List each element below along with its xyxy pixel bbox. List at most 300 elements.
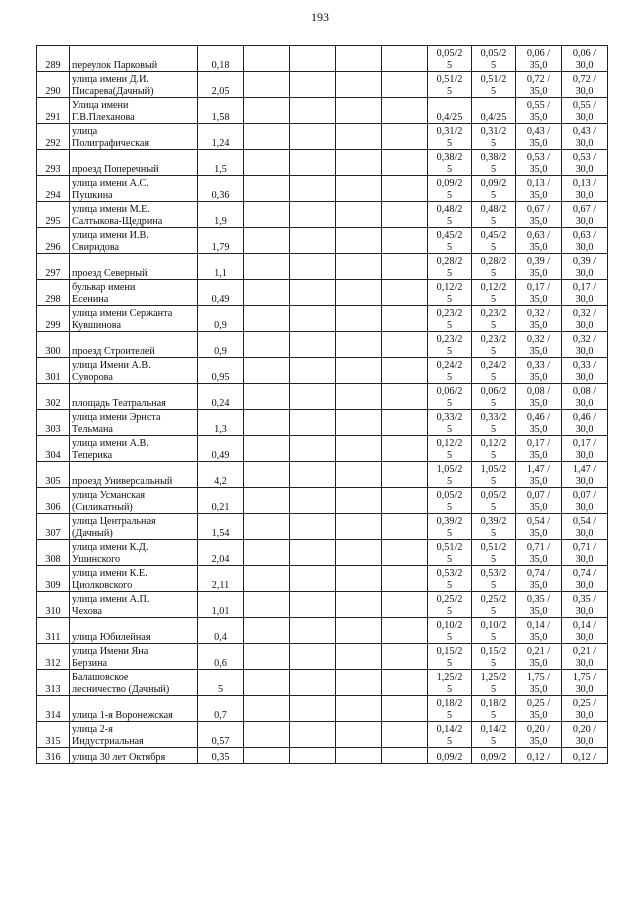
- row-number: 296: [37, 228, 70, 254]
- blank-cell: [336, 722, 382, 748]
- value-cell: 0,39 / 35,0: [516, 254, 562, 280]
- value-cell: 0,25/2 5: [472, 592, 516, 618]
- street-name: улица Центральная (Дачный): [70, 514, 198, 540]
- value-cell: 0,35 / 35,0: [516, 592, 562, 618]
- blank-cell: [382, 436, 428, 462]
- blank-cell: [336, 254, 382, 280]
- blank-cell: [244, 46, 290, 72]
- value-cell: 1,75 / 35,0: [516, 670, 562, 696]
- value-cell: 0,12 /: [562, 748, 608, 764]
- blank-cell: [336, 410, 382, 436]
- table-row: [37, 150, 608, 176]
- blank-cell: [382, 46, 428, 72]
- value-cell: 0,06 / 30,0: [562, 46, 608, 72]
- value-cell: 0,17 / 30,0: [562, 436, 608, 462]
- blank-cell: [336, 306, 382, 332]
- blank-cell: [336, 228, 382, 254]
- blank-cell: [290, 358, 336, 384]
- street-length: 0,95: [198, 358, 244, 384]
- street-length: 0,6: [198, 644, 244, 670]
- value-cell: 0,39/2 5: [472, 514, 516, 540]
- street-name: улица Имени Яна Берзина: [70, 644, 198, 670]
- blank-cell: [244, 748, 290, 764]
- table-row: [37, 124, 608, 150]
- value-cell: 1,47 / 35,0: [516, 462, 562, 488]
- street-name: Балашовское лесничество (Дачный): [70, 670, 198, 696]
- street-length: 0,35: [198, 748, 244, 764]
- street-name: улица имени К.Д. Ушинского: [70, 540, 198, 566]
- blank-cell: [336, 384, 382, 410]
- street-name: улица 30 лет Октября: [70, 748, 198, 764]
- street-name: улица имени И.В. Свиридова: [70, 228, 198, 254]
- row-number: 290: [37, 72, 70, 98]
- value-cell: 0,12/2 5: [472, 280, 516, 306]
- table-row: [37, 592, 608, 618]
- blank-cell: [290, 436, 336, 462]
- blank-cell: [290, 670, 336, 696]
- blank-cell: [244, 696, 290, 722]
- street-length: 0,57: [198, 722, 244, 748]
- value-cell: 0,35 / 30,0: [562, 592, 608, 618]
- row-number: 289: [37, 46, 70, 72]
- value-cell: 0,45/2 5: [428, 228, 472, 254]
- value-cell: 0,14/2 5: [472, 722, 516, 748]
- value-cell: 0,14 / 30,0: [562, 618, 608, 644]
- blank-cell: [290, 722, 336, 748]
- blank-cell: [290, 332, 336, 358]
- blank-cell: [336, 98, 382, 124]
- blank-cell: [382, 306, 428, 332]
- table-row: [37, 436, 608, 462]
- street-length: 1,79: [198, 228, 244, 254]
- blank-cell: [382, 358, 428, 384]
- street-name: улица имени А.П. Чехова: [70, 592, 198, 618]
- value-cell: 0,09/2: [428, 748, 472, 764]
- blank-cell: [244, 644, 290, 670]
- table-row: [37, 176, 608, 202]
- value-cell: 0,05/2 5: [472, 46, 516, 72]
- value-cell: 0,63 / 30,0: [562, 228, 608, 254]
- blank-cell: [336, 670, 382, 696]
- street-table: [36, 45, 608, 764]
- blank-cell: [244, 176, 290, 202]
- value-cell: 0,17 / 35,0: [516, 280, 562, 306]
- blank-cell: [382, 670, 428, 696]
- blank-cell: [382, 176, 428, 202]
- row-number: 306: [37, 488, 70, 514]
- blank-cell: [336, 462, 382, 488]
- value-cell: 0,07 / 30,0: [562, 488, 608, 514]
- blank-cell: [244, 124, 290, 150]
- value-cell: 0,54 / 30,0: [562, 514, 608, 540]
- value-cell: 0,32 / 30,0: [562, 306, 608, 332]
- value-cell: 0,51/2 5: [428, 540, 472, 566]
- blank-cell: [336, 280, 382, 306]
- value-cell: 0,39/2 5: [428, 514, 472, 540]
- value-cell: 0,31/2 5: [472, 124, 516, 150]
- value-cell: 0,13 / 30,0: [562, 176, 608, 202]
- value-cell: 0,08 / 30,0: [562, 384, 608, 410]
- street-name: бульвар имени Есенина: [70, 280, 198, 306]
- blank-cell: [290, 280, 336, 306]
- blank-cell: [244, 384, 290, 410]
- blank-cell: [382, 124, 428, 150]
- value-cell: 0,05/2 5: [428, 488, 472, 514]
- value-cell: 0,14 / 35,0: [516, 618, 562, 644]
- blank-cell: [290, 566, 336, 592]
- blank-cell: [290, 748, 336, 764]
- value-cell: 1,47 / 30,0: [562, 462, 608, 488]
- blank-cell: [244, 618, 290, 644]
- table-row: [37, 72, 608, 98]
- street-length: 0,9: [198, 306, 244, 332]
- value-cell: 0,71 / 30,0: [562, 540, 608, 566]
- row-number: 292: [37, 124, 70, 150]
- blank-cell: [290, 644, 336, 670]
- value-cell: 0,23/2 5: [472, 306, 516, 332]
- street-length: 0,49: [198, 280, 244, 306]
- street-name: улица имени Сержанта Кувшинова: [70, 306, 198, 332]
- table-row: [37, 722, 608, 748]
- blank-cell: [290, 46, 336, 72]
- street-name: переулок Парковый: [70, 46, 198, 72]
- value-cell: 0,17 / 35,0: [516, 436, 562, 462]
- blank-cell: [290, 72, 336, 98]
- street-length: 0,49: [198, 436, 244, 462]
- table-row: [37, 280, 608, 306]
- value-cell: 1,25/2 5: [428, 670, 472, 696]
- table-row: [37, 254, 608, 280]
- street-name: улица имени М.Е. Салтыкова-Щедрина: [70, 202, 198, 228]
- blank-cell: [290, 98, 336, 124]
- row-number: 310: [37, 592, 70, 618]
- blank-cell: [336, 358, 382, 384]
- value-cell: 0,15/2 5: [472, 644, 516, 670]
- street-name: улица имени А.С. Пушкина: [70, 176, 198, 202]
- blank-cell: [336, 566, 382, 592]
- table-row: [37, 644, 608, 670]
- street-length: 1,3: [198, 410, 244, 436]
- value-cell: 0,53 / 30,0: [562, 150, 608, 176]
- street-name: проезд Универсальный: [70, 462, 198, 488]
- value-cell: 0,4/25: [472, 98, 516, 124]
- value-cell: 0,51/2 5: [472, 540, 516, 566]
- value-cell: 0,23/2 5: [428, 332, 472, 358]
- street-length: 1,24: [198, 124, 244, 150]
- row-number: 312: [37, 644, 70, 670]
- value-cell: 0,07 / 35,0: [516, 488, 562, 514]
- value-cell: 0,51/2 5: [472, 72, 516, 98]
- value-cell: 0,28/2 5: [472, 254, 516, 280]
- blank-cell: [244, 306, 290, 332]
- value-cell: 0,25 / 35,0: [516, 696, 562, 722]
- blank-cell: [244, 150, 290, 176]
- row-number: 305: [37, 462, 70, 488]
- value-cell: 0,39 / 30,0: [562, 254, 608, 280]
- street-length: 0,9: [198, 332, 244, 358]
- row-number: 314: [37, 696, 70, 722]
- blank-cell: [244, 592, 290, 618]
- blank-cell: [336, 696, 382, 722]
- table-row: [37, 46, 608, 72]
- value-cell: 0,06/2 5: [472, 384, 516, 410]
- table-row: [37, 228, 608, 254]
- value-cell: 0,25 / 30,0: [562, 696, 608, 722]
- row-number: 311: [37, 618, 70, 644]
- value-cell: 0,33/2 5: [472, 410, 516, 436]
- table-row: [37, 670, 608, 696]
- street-name: площадь Театральная: [70, 384, 198, 410]
- value-cell: 0,46 / 30,0: [562, 410, 608, 436]
- value-cell: 0,18/2 5: [472, 696, 516, 722]
- value-cell: 0,63 / 35,0: [516, 228, 562, 254]
- value-cell: 0,12/2 5: [472, 436, 516, 462]
- table-row: [37, 98, 608, 124]
- blank-cell: [382, 384, 428, 410]
- page-number: 193: [311, 10, 329, 24]
- value-cell: 0,24/2 5: [428, 358, 472, 384]
- blank-cell: [382, 592, 428, 618]
- blank-cell: [336, 748, 382, 764]
- blank-cell: [290, 696, 336, 722]
- row-number: 291: [37, 98, 70, 124]
- table-row: [37, 748, 608, 764]
- table-row: [37, 696, 608, 722]
- row-number: 309: [37, 566, 70, 592]
- value-cell: 0,08 / 35,0: [516, 384, 562, 410]
- table-row: [37, 332, 608, 358]
- value-cell: 0,67 / 35,0: [516, 202, 562, 228]
- row-number: 299: [37, 306, 70, 332]
- table-row: [37, 540, 608, 566]
- value-cell: 0,05/2 5: [428, 46, 472, 72]
- table-row: [37, 566, 608, 592]
- value-cell: 0,18/2 5: [428, 696, 472, 722]
- value-cell: 0,28/2 5: [428, 254, 472, 280]
- value-cell: 1,25/2 5: [472, 670, 516, 696]
- value-cell: 0,06 / 35,0: [516, 46, 562, 72]
- street-length: 5: [198, 670, 244, 696]
- value-cell: 0,55 / 35,0: [516, 98, 562, 124]
- street-name: улица Усманская (Силикатный): [70, 488, 198, 514]
- value-cell: 1,05/2 5: [472, 462, 516, 488]
- table-row: [37, 202, 608, 228]
- value-cell: 0,54 / 35,0: [516, 514, 562, 540]
- street-name: улица Юбилейная: [70, 618, 198, 644]
- blank-cell: [290, 150, 336, 176]
- blank-cell: [290, 514, 336, 540]
- blank-cell: [244, 332, 290, 358]
- value-cell: 0,13 / 35,0: [516, 176, 562, 202]
- value-cell: 0,32 / 35,0: [516, 332, 562, 358]
- blank-cell: [382, 462, 428, 488]
- street-name: улица имени А.В. Теперика: [70, 436, 198, 462]
- blank-cell: [290, 410, 336, 436]
- row-number: 303: [37, 410, 70, 436]
- value-cell: 0,32 / 30,0: [562, 332, 608, 358]
- blank-cell: [244, 566, 290, 592]
- street-name: улица имени Эрнста Тельмана: [70, 410, 198, 436]
- value-cell: 0,10/2 5: [428, 618, 472, 644]
- blank-cell: [244, 98, 290, 124]
- value-cell: 1,75 / 30,0: [562, 670, 608, 696]
- street-length: 2,05: [198, 72, 244, 98]
- blank-cell: [244, 280, 290, 306]
- value-cell: 0,12/2 5: [428, 280, 472, 306]
- value-cell: 0,43 / 30,0: [562, 124, 608, 150]
- value-cell: 0,32 / 35,0: [516, 306, 562, 332]
- value-cell: 0,12 /: [516, 748, 562, 764]
- value-cell: 0,25/2 5: [428, 592, 472, 618]
- row-number: 300: [37, 332, 70, 358]
- table-row: [37, 462, 608, 488]
- blank-cell: [336, 618, 382, 644]
- blank-cell: [290, 540, 336, 566]
- blank-cell: [336, 46, 382, 72]
- blank-cell: [382, 644, 428, 670]
- blank-cell: [336, 540, 382, 566]
- blank-cell: [336, 124, 382, 150]
- street-length: 1,5: [198, 150, 244, 176]
- row-number: 307: [37, 514, 70, 540]
- value-cell: 0,43 / 35,0: [516, 124, 562, 150]
- row-number: 297: [37, 254, 70, 280]
- table-row: [37, 306, 608, 332]
- value-cell: 0,72 / 35,0: [516, 72, 562, 98]
- street-name: улица имени К.Е. Циолковского: [70, 566, 198, 592]
- blank-cell: [290, 202, 336, 228]
- value-cell: 0,31/2 5: [428, 124, 472, 150]
- blank-cell: [382, 488, 428, 514]
- value-cell: 0,33/2 5: [428, 410, 472, 436]
- value-cell: 0,24/2 5: [472, 358, 516, 384]
- street-length: 0,4: [198, 618, 244, 644]
- street-length: 1,9: [198, 202, 244, 228]
- blank-cell: [244, 254, 290, 280]
- value-cell: 0,21 / 30,0: [562, 644, 608, 670]
- blank-cell: [382, 514, 428, 540]
- value-cell: 0,4/25: [428, 98, 472, 124]
- value-cell: 0,74 / 35,0: [516, 566, 562, 592]
- value-cell: 0,46 / 35,0: [516, 410, 562, 436]
- blank-cell: [382, 696, 428, 722]
- blank-cell: [244, 514, 290, 540]
- blank-cell: [382, 72, 428, 98]
- blank-cell: [336, 644, 382, 670]
- street-length: 4,2: [198, 462, 244, 488]
- row-number: 315: [37, 722, 70, 748]
- row-number: 316: [37, 748, 70, 764]
- row-number: 298: [37, 280, 70, 306]
- blank-cell: [336, 488, 382, 514]
- blank-cell: [244, 670, 290, 696]
- street-length: 1,58: [198, 98, 244, 124]
- value-cell: 0,53 / 35,0: [516, 150, 562, 176]
- value-cell: 0,48/2 5: [472, 202, 516, 228]
- row-number: 302: [37, 384, 70, 410]
- street-length: 0,18: [198, 46, 244, 72]
- street-name: Улица имени Г.В.Плеханова: [70, 98, 198, 124]
- blank-cell: [290, 228, 336, 254]
- street-length: 1,1: [198, 254, 244, 280]
- value-cell: 0,10/2 5: [472, 618, 516, 644]
- blank-cell: [382, 618, 428, 644]
- blank-cell: [244, 410, 290, 436]
- blank-cell: [382, 254, 428, 280]
- blank-cell: [244, 540, 290, 566]
- street-name: улица 1-я Воронежская: [70, 696, 198, 722]
- blank-cell: [290, 618, 336, 644]
- value-cell: 0,20 / 30,0: [562, 722, 608, 748]
- blank-cell: [290, 254, 336, 280]
- blank-cell: [382, 332, 428, 358]
- blank-cell: [382, 722, 428, 748]
- value-cell: 0,51/2 5: [428, 72, 472, 98]
- blank-cell: [382, 228, 428, 254]
- value-cell: 0,09/2 5: [472, 176, 516, 202]
- blank-cell: [382, 566, 428, 592]
- street-length: 1,54: [198, 514, 244, 540]
- street-name: проезд Поперечный: [70, 150, 198, 176]
- blank-cell: [382, 280, 428, 306]
- blank-cell: [244, 436, 290, 462]
- street-name: улица Полиграфическая: [70, 124, 198, 150]
- table-row: [37, 488, 608, 514]
- value-cell: 0,38/2 5: [472, 150, 516, 176]
- street-name: улица имени Д.И. Писарева(Дачный): [70, 72, 198, 98]
- value-cell: 1,05/2 5: [428, 462, 472, 488]
- blank-cell: [336, 176, 382, 202]
- value-cell: 0,23/2 5: [428, 306, 472, 332]
- blank-cell: [382, 202, 428, 228]
- value-cell: 0,74 / 30,0: [562, 566, 608, 592]
- blank-cell: [382, 150, 428, 176]
- value-cell: 0,09/2: [472, 748, 516, 764]
- value-cell: 0,38/2 5: [428, 150, 472, 176]
- blank-cell: [290, 384, 336, 410]
- street-length: 2,04: [198, 540, 244, 566]
- value-cell: 0,71 / 35,0: [516, 540, 562, 566]
- blank-cell: [382, 540, 428, 566]
- blank-cell: [244, 202, 290, 228]
- blank-cell: [290, 592, 336, 618]
- row-number: 301: [37, 358, 70, 384]
- blank-cell: [290, 462, 336, 488]
- value-cell: 0,53/2 5: [472, 566, 516, 592]
- blank-cell: [244, 358, 290, 384]
- blank-cell: [336, 150, 382, 176]
- street-name: проезд Строителей: [70, 332, 198, 358]
- street-length: 0,21: [198, 488, 244, 514]
- value-cell: 0,48/2 5: [428, 202, 472, 228]
- blank-cell: [382, 98, 428, 124]
- value-cell: 0,05/2 5: [472, 488, 516, 514]
- row-number: 304: [37, 436, 70, 462]
- table-row: [37, 618, 608, 644]
- row-number: 295: [37, 202, 70, 228]
- blank-cell: [336, 592, 382, 618]
- value-cell: 0,17 / 30,0: [562, 280, 608, 306]
- blank-cell: [244, 462, 290, 488]
- street-length: 0,24: [198, 384, 244, 410]
- blank-cell: [336, 332, 382, 358]
- value-cell: 0,15/2 5: [428, 644, 472, 670]
- table-row: [37, 514, 608, 540]
- blank-cell: [244, 488, 290, 514]
- value-cell: 0,33 / 30,0: [562, 358, 608, 384]
- street-name: улица 2-я Индустриальная: [70, 722, 198, 748]
- blank-cell: [290, 176, 336, 202]
